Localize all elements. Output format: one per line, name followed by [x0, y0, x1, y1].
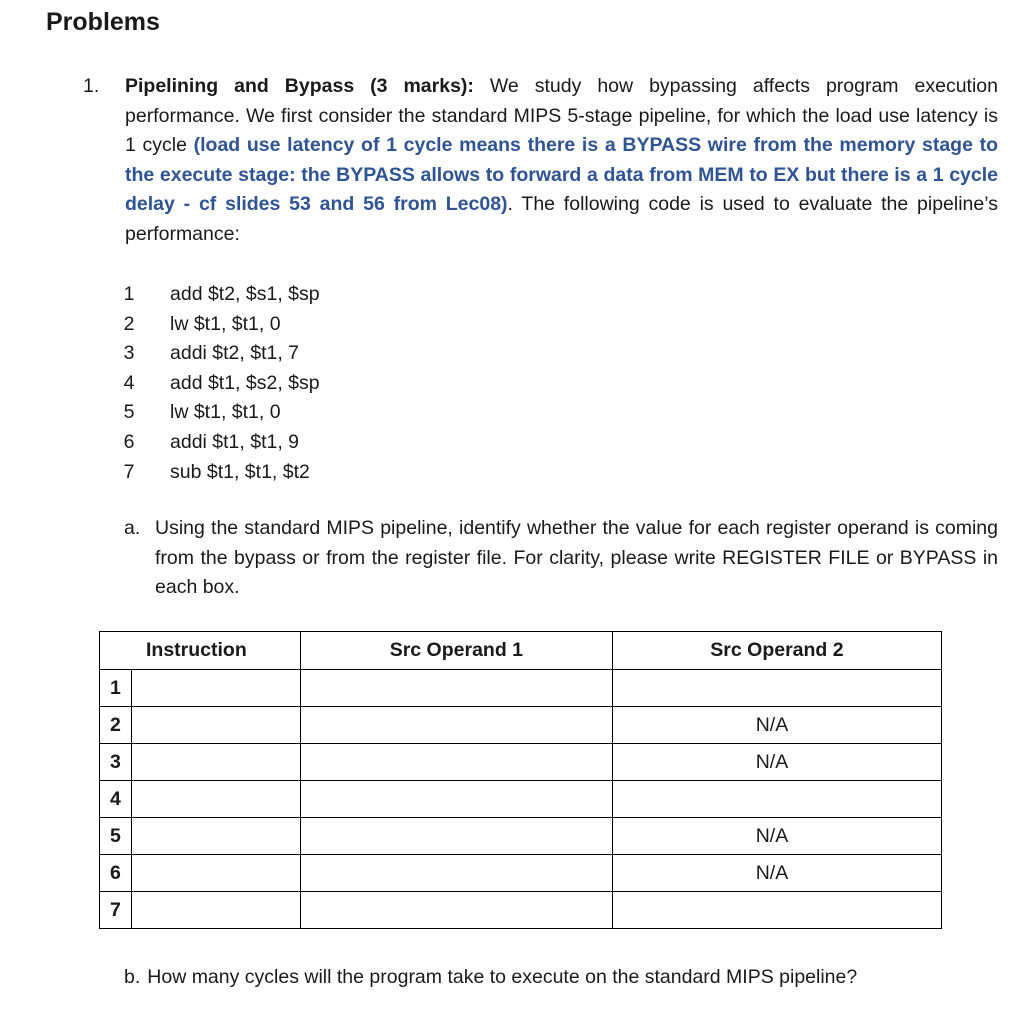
row-number: 4 — [100, 781, 132, 817]
src-operand-1-cell[interactable] — [300, 818, 612, 855]
row-number: 7 — [100, 892, 132, 928]
row-instruction-cell — [100, 744, 301, 781]
problem-intro: We study how bypassing affects program execution performance. We first consider the standard MIPS 5-stage pipeline, for which the load use latency is 1 cycle — [125, 75, 998, 157]
table-row — [100, 781, 942, 818]
problem-note: (load use latency of 1 cycle means there is a BYPASS wire from the memory stage to the execute stage: the BYPASS allows to forward a data from MEM to EX but there is a 1 cycle delay - cf slides 53 and 56 from Lec08) — [125, 134, 998, 216]
row-instruction-cell — [100, 670, 301, 707]
src-operand-2-cell[interactable] — [612, 781, 941, 818]
line-number: 5 — [123, 401, 135, 424]
line-number: 4 — [123, 371, 135, 394]
src-operand-1-cell[interactable] — [300, 707, 612, 744]
src-operand-2-cell[interactable] — [612, 670, 941, 707]
table-row — [100, 818, 942, 855]
line-number: 6 — [123, 430, 135, 453]
src-operand-1-cell[interactable] — [300, 781, 612, 818]
table-row — [100, 892, 942, 929]
row-number: 5 — [100, 818, 132, 854]
line-number: 7 — [123, 460, 135, 483]
src-operand-2-cell[interactable] — [612, 892, 941, 929]
problem-title: Pipelining and Bypass (3 marks): — [125, 75, 474, 97]
header-instruction: Instruction — [100, 632, 301, 670]
code-instruction: addi $t1, $t1, 9 — [170, 430, 300, 453]
problem-1 — [83, 72, 998, 250]
line-number: 2 — [123, 312, 135, 335]
table-row — [100, 707, 942, 744]
header-src-operand-2: Src Operand 2 — [612, 632, 941, 670]
code-instruction: addi $t2, $t1, 7 — [170, 342, 300, 365]
code-instruction: add $t1, $s2, $sp — [170, 371, 320, 394]
answer-table — [99, 631, 942, 929]
table-row — [100, 744, 942, 781]
code-instruction: lw $t1, $t1, 0 — [170, 401, 281, 424]
line-number: 1 — [123, 283, 135, 305]
src-operand-1-cell[interactable] — [300, 670, 612, 707]
src-operand-2-cell: N/A — [612, 744, 941, 781]
question-b — [124, 963, 1004, 993]
row-instruction-cell — [100, 818, 301, 855]
src-operand-2-cell: N/A — [612, 707, 941, 744]
table-row — [100, 670, 942, 707]
src-operand-2-cell: N/A — [612, 818, 941, 855]
table-header-row — [100, 632, 942, 670]
row-number: 2 — [100, 707, 132, 743]
question-a-label: a. — [124, 517, 141, 539]
row-instruction-cell — [100, 892, 301, 929]
code-instruction: sub $t1, $t1, $t2 — [170, 460, 310, 483]
problem-number: 1. — [83, 75, 100, 97]
question-a — [124, 514, 998, 603]
row-number: 6 — [100, 855, 132, 891]
row-number: 3 — [100, 744, 132, 780]
problem-description — [125, 72, 998, 250]
src-operand-1-cell[interactable] — [300, 744, 612, 781]
src-operand-1-cell[interactable] — [300, 892, 612, 929]
src-operand-1-cell[interactable] — [300, 855, 612, 892]
row-instruction-cell — [100, 781, 301, 818]
table-row — [100, 855, 942, 892]
line-number: 3 — [123, 342, 135, 365]
question-b-text: How many cycles will the program take to execute on the standard MIPS pipeline? — [147, 966, 858, 988]
code-instruction: lw $t1, $t1, 0 — [170, 312, 281, 335]
header-src-operand-1: Src Operand 1 — [300, 632, 612, 670]
question-b-label: b. — [124, 966, 141, 988]
row-instruction-cell — [100, 707, 301, 744]
page-title: Problems — [46, 8, 160, 36]
row-instruction-cell — [100, 855, 301, 892]
src-operand-2-cell: N/A — [612, 855, 941, 892]
question-a-text: Using the standard MIPS pipeline, identify whether the value for each register operand is coming from the bypass or from the register file. For clarity, please write REGISTER FILE or BYPASS in each box. — [155, 517, 998, 599]
row-number: 1 — [100, 670, 132, 706]
code-instruction: add $t2, $s1, $sp — [170, 283, 320, 305]
problem-outro: . The following code is used to evaluate the pipeline’s performance: — [125, 193, 998, 245]
